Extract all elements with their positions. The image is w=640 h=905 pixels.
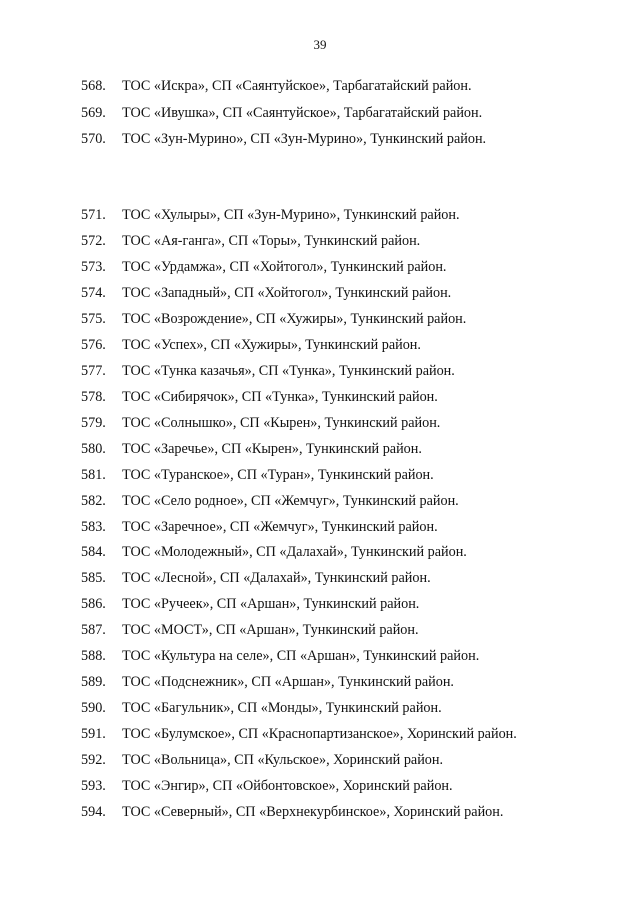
entry-text: ТОС «Северный», СП «Верхнекурбинское», Хоринский район. [122, 804, 504, 821]
list-item [81, 801, 503, 823]
entry-number: 569. [81, 104, 106, 121]
list-item [81, 593, 419, 615]
list-item [81, 697, 442, 719]
entry-number: 593. [81, 778, 106, 795]
entry-number: 577. [81, 362, 106, 379]
list-item [81, 567, 431, 589]
list-item [81, 464, 434, 486]
list-item [81, 386, 438, 408]
entry-number: 574. [81, 284, 106, 301]
entry-text: ТОС «Искра», СП «Саянтуйское», Тарбагатайский район. [122, 78, 472, 94]
entry-number: 591. [81, 726, 106, 743]
page-number: 39 [313, 37, 327, 52]
entry-number: 571. [81, 207, 106, 223]
entry-text: ТОС «Энгир», СП «Ойбонтовское», Хоринский район. [122, 778, 453, 795]
entry-text: ТОС «Успех», СП «Хужиры», Тункинский район. [122, 336, 421, 353]
entry-text: ТОС «Солнышко», СП «Кырен», Тункинский район. [122, 414, 441, 431]
entry-number: 586. [81, 596, 106, 613]
list-item [81, 75, 472, 97]
list-item [81, 438, 422, 460]
entry-text: ТОС «Западный», СП «Хойтогол», Тункинский район. [122, 284, 452, 301]
entry-text: ТОС «Подснежник», СП «Аршан», Тункинский район. [122, 674, 454, 691]
entry-number: 570. [81, 131, 106, 147]
list-item [81, 775, 453, 797]
entry-text: ТОС «МОСТ», СП «Аршан», Тункинский район. [122, 622, 419, 639]
entry-text: ТОС «Сибирячок», СП «Тунка», Тункинский район. [122, 388, 438, 405]
entry-number: 578. [81, 388, 106, 405]
list-item [81, 360, 455, 382]
entry-number: 568. [81, 78, 106, 94]
list-item [81, 412, 440, 434]
list-item [81, 749, 443, 771]
entry-text: ТОС «Заречное», СП «Жемчуг», Тункинский район. [122, 518, 438, 535]
list-item [81, 308, 466, 330]
entry-text: ТОС «Ручеек», СП «Аршан», Тункинский район. [122, 596, 420, 613]
entry-number: 576. [81, 336, 106, 353]
entry-text: ТОС «Туранское», СП «Туран», Тункинский район. [122, 466, 434, 483]
list-item [81, 619, 419, 641]
entry-text: ТОС «Лесной», СП «Далахай», Тункинский район. [122, 570, 431, 587]
entry-number: 594. [81, 804, 106, 821]
entry-text: ТОС «Багульник», СП «Монды», Тункинский район. [122, 700, 442, 717]
list-item [81, 516, 438, 538]
entry-text: ТОС «Село родное», СП «Жемчуг», Тункинский район. [122, 492, 459, 509]
entry-text: ТОС «Зун-Мурино», СП «Зун-Мурино», Тункинский район. [122, 131, 487, 147]
entry-text: ТОС «Вольница», СП «Кульское», Хоринский район. [122, 752, 444, 769]
list-item [81, 490, 459, 512]
entry-number: 588. [81, 648, 106, 665]
entry-text: ТОС «Хулыры», СП «Зун-Мурино», Тункинский район. [122, 207, 460, 223]
entry-text: ТОС «Булумское», СП «Краснопартизанское», Хоринский район. [122, 726, 517, 743]
list-item [81, 128, 486, 150]
entry-number: 575. [81, 310, 106, 327]
list-item [81, 204, 460, 226]
list-item [81, 102, 482, 124]
entry-text: ТОС «Культура на селе», СП «Аршан», Тункинский район. [122, 648, 480, 665]
entry-number: 587. [81, 622, 106, 639]
entry-number: 592. [81, 752, 106, 769]
entry-number: 583. [81, 518, 106, 535]
list-item [81, 541, 467, 563]
entry-number: 590. [81, 700, 106, 717]
entry-text: ТОС «Ивушка», СП «Саянтуйское», Тарбагатайский район. [122, 104, 483, 121]
entry-text: ТОС «Тунка казачья», СП «Тунка», Тункинский район. [122, 362, 455, 379]
entry-text: ТОС «Заречье», СП «Кырен», Тункинский район. [122, 440, 422, 457]
entry-number: 573. [81, 258, 106, 275]
entry-text: ТОС «Урдамжа», СП «Хойтогол», Тункинский район. [122, 258, 447, 275]
list-item [81, 645, 479, 667]
entry-text: ТОС «Возрождение», СП «Хужиры», Тункинский район. [122, 310, 467, 327]
list-item [81, 334, 421, 356]
list-item [81, 723, 517, 745]
entry-text: ТОС «Молодежный», СП «Далахай», Тункинский район. [122, 544, 467, 561]
entry-number: 580. [81, 440, 106, 457]
entry-text: ТОС «Ая-ганга», СП «Торы», Тункинский район. [122, 232, 421, 249]
list-item [81, 282, 451, 304]
list-item [81, 256, 446, 278]
entry-number: 585. [81, 570, 106, 587]
list-item [81, 671, 454, 693]
entry-number: 582. [81, 492, 106, 509]
entry-number: 579. [81, 414, 106, 431]
entry-number: 584. [81, 544, 106, 561]
entry-number: 581. [81, 466, 106, 483]
list-item [81, 230, 420, 252]
entry-number: 572. [81, 232, 106, 249]
entry-number: 589. [81, 674, 106, 691]
